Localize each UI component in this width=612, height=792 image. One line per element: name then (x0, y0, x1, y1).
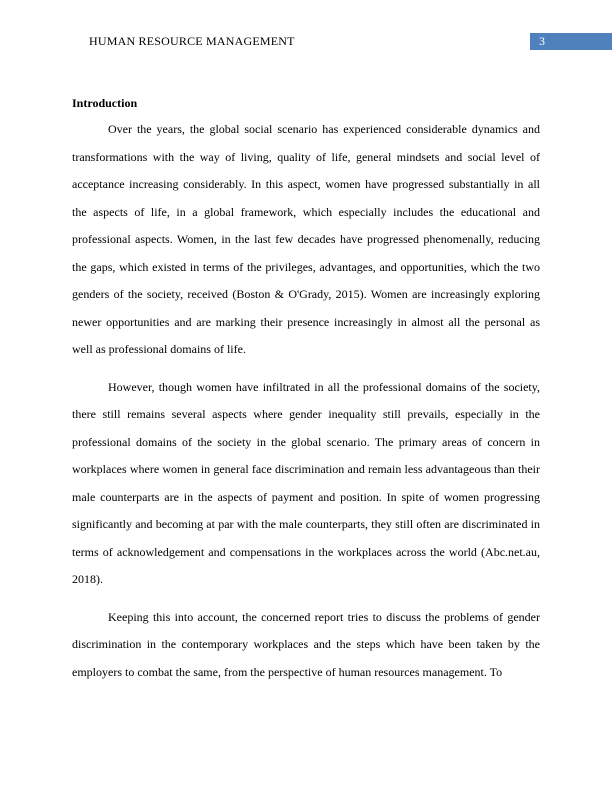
section-heading: Introduction (72, 96, 138, 110)
document-body (72, 96, 540, 696)
page-number-badge (530, 33, 612, 50)
body-paragraph: Keeping this into account, the concerned report tries to discuss the problems of gender discrimination in the contemporary workplaces and the steps which have been taken by the employers to combat the same, from the perspective of human resources management. To (72, 609, 540, 679)
running-header-title: HUMAN RESOURCE MANAGEMENT (89, 34, 295, 48)
body-paragraph: However, though women have infiltrated in all the professional domains of the society, there still remains several aspects where gender inequality still prevails, especially in the professional domains of the society in the global scenario. The primary areas of concern in workplaces where women in general face discrimination and remain less advantageous than their male counterparts are in the aspects of payment and position. In spite of women progressing significantly and becoming at par with the male counterparts, they still often are discriminated in terms of acknowledgement and compensations in the workplaces across the world (Abc.net.au, 2018). (72, 379, 540, 586)
body-paragraph: Over the years, the global social scenario has experienced considerable dynamics and transformations with the way of living, quality of life, general mindsets and social level of acceptance increasing considerably. In this aspect, women have progressed substantially in all the aspects of life, in a global framework, which especially includes the educational and professional aspects. Women, in the last few decades have progressed phenomenally, reducing the gaps, which existed in terms of the privileges, advantages, and opportunities, which the two genders of the society, received (Boston & O'Grady, 2015). Women are increasingly exploring newer opportunities and are marking their presence increasingly in almost all the personal as well as professional domains of life. (72, 122, 540, 356)
page-number: 3 (539, 34, 545, 48)
